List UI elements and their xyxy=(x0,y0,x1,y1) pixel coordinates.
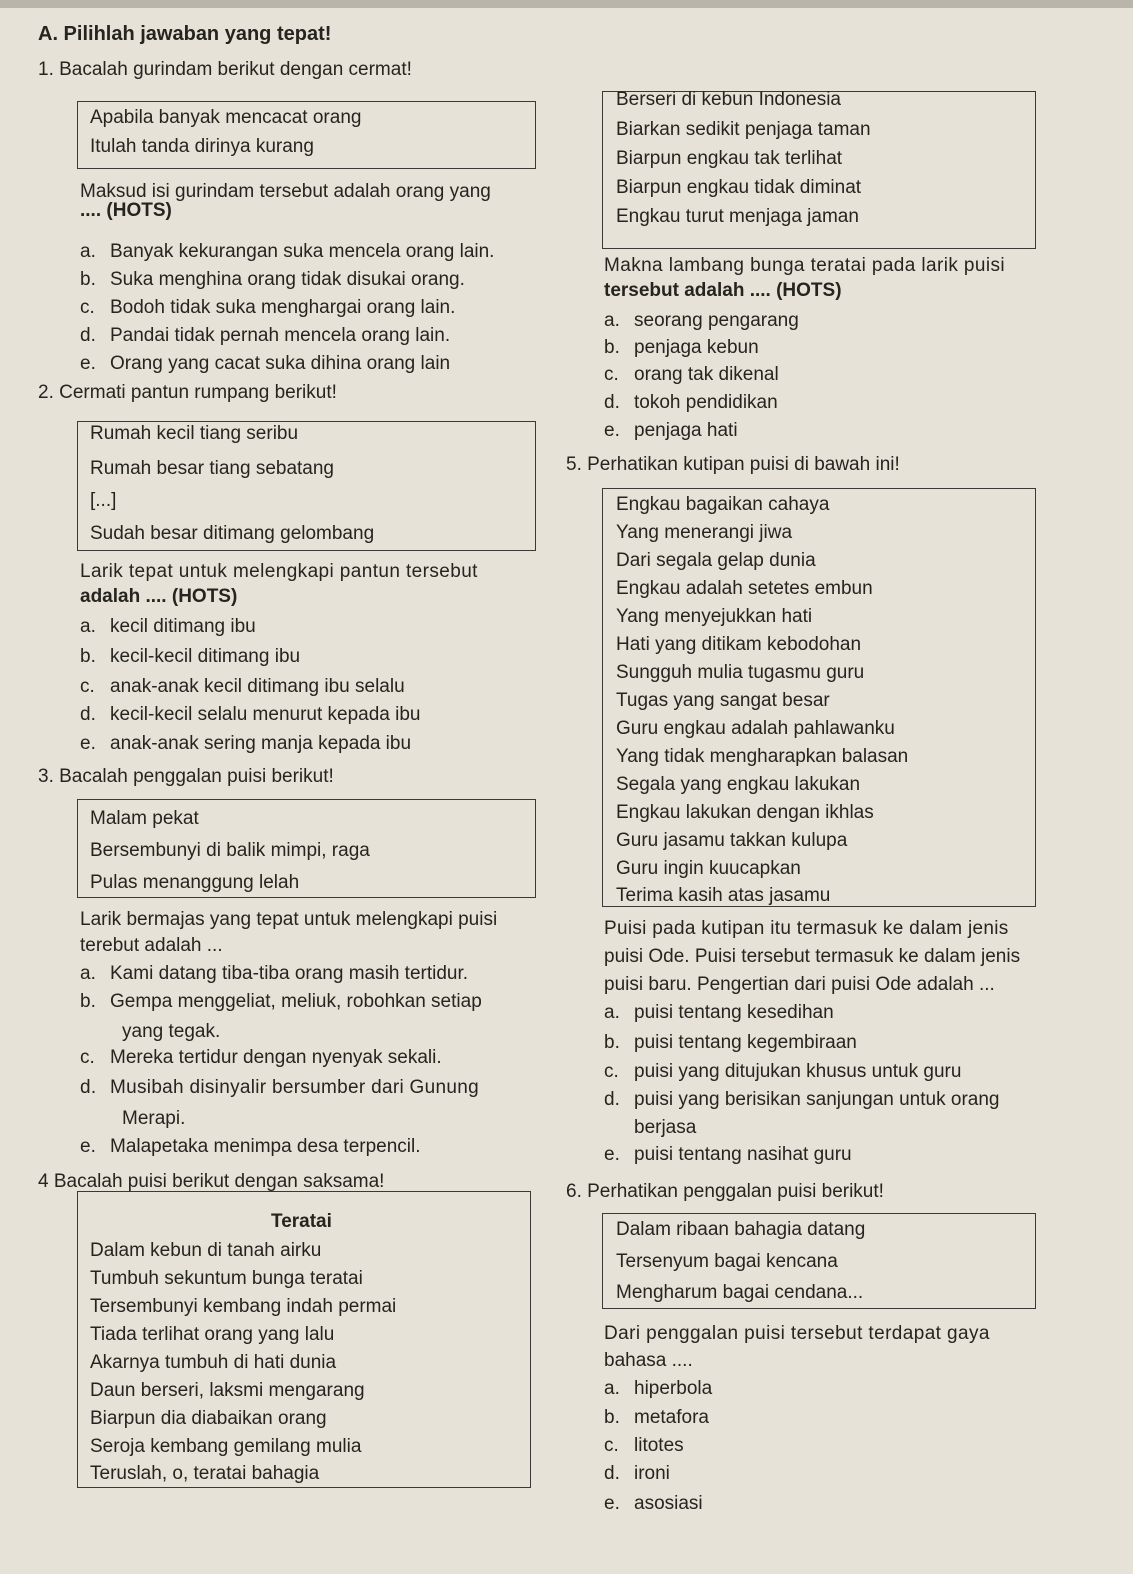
q3-option-e[interactable]: e. Malapetaka menimpa desa terpencil. xyxy=(80,1136,421,1157)
poem-line: Biarpun engkau tak terlihat xyxy=(616,148,843,169)
poem-line: Yang menerangi jiwa xyxy=(616,522,793,543)
poem-line: Dalam kebun di tanah airku xyxy=(90,1240,322,1261)
q6-option-a[interactable]: a. hiperbola xyxy=(604,1378,713,1399)
poem-line: Apabila banyak mencacat orang xyxy=(90,107,362,128)
q2-option-c[interactable]: c. anak-anak kecil ditimang ibu selalu xyxy=(80,676,405,697)
q4-option-b[interactable]: b. penjaga kebun xyxy=(604,337,759,358)
q4-option-c[interactable]: c. orang tak dikenal xyxy=(604,364,779,385)
q3-prompt: 3. Bacalah penggalan puisi berikut! xyxy=(38,766,334,787)
q4-option-d[interactable]: d. tokoh pendidikan xyxy=(604,392,778,413)
poem-line: Guru ingin kuucapkan xyxy=(616,858,801,879)
q3-option-b-cont: yang tegak. xyxy=(122,1021,221,1042)
q4-prompt: 4 Bacalah puisi berikut dengan saksama! xyxy=(38,1171,385,1192)
poem-line: Itulah tanda dirinya kurang xyxy=(90,136,314,157)
poem-line: Rumah kecil tiang seribu xyxy=(90,423,299,444)
poem-line: Akarnya tumbuh di hati dunia xyxy=(90,1352,337,1373)
q4-option-a[interactable]: a. seorang pengarang xyxy=(604,310,799,331)
q5-prompt: 5. Perhatikan kutipan puisi di bawah ini! xyxy=(566,454,900,475)
poem-line: Sudah besar ditimang gelombang xyxy=(90,523,375,544)
poem-line: Tugas yang sangat besar xyxy=(616,690,830,711)
q6-question-2: bahasa .... xyxy=(604,1350,693,1371)
poem-line: Mengharum bagai cendana... xyxy=(616,1282,864,1303)
q2-option-a[interactable]: a. kecil ditimang ibu xyxy=(80,616,256,637)
poem-line: Engkau lakukan dengan ikhlas xyxy=(616,802,874,823)
poem-line: Hati yang ditikam kebodohan xyxy=(616,634,862,655)
poem-line: Guru jasamu takkan kulupa xyxy=(616,830,848,851)
q1-option-a[interactable]: a. Banyak kekurangan suka mencela orang lain. xyxy=(80,241,495,262)
q4-question-hots: tersebut adalah .... (HOTS) xyxy=(604,280,842,301)
q6-option-d[interactable]: d. ironi xyxy=(604,1463,670,1484)
q5-option-d-cont: berjasa xyxy=(634,1117,697,1138)
poem-line: Berseri di kebun Indonesia xyxy=(616,89,841,110)
poem-line: Seroja kembang gemilang mulia xyxy=(90,1436,362,1457)
section-title: A. Pilihlah jawaban yang tepat! xyxy=(38,23,332,45)
q4-poem-cont-box xyxy=(602,91,1036,249)
poem-line: Engkau turut menjaga jaman xyxy=(616,206,859,227)
q5-option-a[interactable]: a. puisi tentang kesedihan xyxy=(604,1002,834,1023)
q1-option-d[interactable]: d. Pandai tidak pernah mencela orang lain. xyxy=(80,325,451,346)
poem-line: Segala yang engkau lakukan xyxy=(616,774,861,795)
poem-line: Yang tidak mengharapkan balasan xyxy=(616,746,909,767)
poem-line: Yang menyejukkan hati xyxy=(616,606,813,627)
q5-option-d[interactable]: d. puisi yang berisikan sanjungan untuk orang xyxy=(604,1089,1000,1110)
q2-question: Larik tepat untuk melengkapi pantun tersebut xyxy=(80,561,478,582)
poem-line: Tersembunyi kembang indah permai xyxy=(90,1296,397,1317)
q3-option-d[interactable]: d. Musibah disinyalir bersumber dari Gunung xyxy=(80,1077,479,1098)
q3-question: Larik bermajas yang tepat untuk melengkapi puisi xyxy=(80,909,498,930)
q6-poem-box xyxy=(602,1213,1036,1309)
poem-line: Terima kasih atas jasamu xyxy=(616,885,831,906)
q6-option-b[interactable]: b. metafora xyxy=(604,1407,709,1428)
poem-line: Sungguh mulia tugasmu guru xyxy=(616,662,865,683)
poem-line: Tiada terlihat orang yang lalu xyxy=(90,1324,335,1345)
q6-prompt: 6. Perhatikan penggalan puisi berikut! xyxy=(566,1181,884,1202)
poem-line: Pulas menanggung lelah xyxy=(90,872,300,893)
q4-question: Makna lambang bunga teratai pada larik puisi xyxy=(604,255,1006,276)
q2-option-d[interactable]: d. kecil-kecil selalu menurut kepada ibu xyxy=(80,704,421,725)
q5-question: Puisi pada kutipan itu termasuk ke dalam jenis xyxy=(604,918,1009,939)
q5-question-2: puisi Ode. Puisi tersebut termasuk ke dalam jenis xyxy=(604,946,1021,967)
q1-option-e[interactable]: e. Orang yang cacat suka dihina orang lain xyxy=(80,353,451,374)
poem-line: Tersenyum bagai kencana xyxy=(616,1251,838,1272)
q3-option-d-cont: Merapi. xyxy=(122,1108,186,1129)
q3-option-b[interactable]: b. Gempa menggeliat, meliuk, robohkan setiap xyxy=(80,991,482,1012)
poem-line: Daun berseri, laksmi mengarang xyxy=(90,1380,365,1401)
poem-line: [...] xyxy=(90,490,117,511)
poem-line: Bersembunyi di balik mimpi, raga xyxy=(90,840,370,861)
q5-poem-box xyxy=(602,488,1036,907)
poem-line: Biarkan sedikit penjaga taman xyxy=(616,119,871,140)
poem-line: Tumbuh sekuntum bunga teratai xyxy=(90,1268,363,1289)
q3-option-a[interactable]: a. Kami datang tiba-tiba orang masih tertidur. xyxy=(80,963,469,984)
poem-line: Malam pekat xyxy=(90,808,199,829)
q2-option-b[interactable]: b. kecil-kecil ditimang ibu xyxy=(80,646,301,667)
q4-poem-box xyxy=(77,1191,531,1488)
q5-option-c[interactable]: c. puisi yang ditujukan khusus untuk guru xyxy=(604,1061,962,1082)
q5-question-3: puisi baru. Pengertian dari puisi Ode adalah ... xyxy=(604,974,995,995)
poem-line: Teruslah, o, teratai bahagia xyxy=(90,1463,320,1484)
poem-line: Biarpun engkau tidak diminat xyxy=(616,177,862,198)
q5-option-b[interactable]: b. puisi tentang kegembiraan xyxy=(604,1032,857,1053)
q1-question-hots: .... (HOTS) xyxy=(80,200,172,221)
q2-prompt: 2. Cermati pantun rumpang berikut! xyxy=(38,382,337,403)
q1-poem-box xyxy=(77,101,536,169)
q1-prompt: 1. Bacalah gurindam berikut dengan cermat! xyxy=(38,59,412,80)
poem-line: Dalam ribaan bahagia datang xyxy=(616,1219,866,1240)
q1-option-c[interactable]: c. Bodoh tidak suka menghargai orang lain. xyxy=(80,297,456,318)
poem-title: Teratai xyxy=(271,1211,332,1232)
poem-line: Guru engkau adalah pahlawanku xyxy=(616,718,895,739)
q1-question: Maksud isi gurindam tersebut adalah orang yang xyxy=(80,181,491,202)
q6-option-c[interactable]: c. litotes xyxy=(604,1435,684,1456)
q2-option-e[interactable]: e. anak-anak sering manja kepada ibu xyxy=(80,733,412,754)
poem-line: Dari segala gelap dunia xyxy=(616,550,816,571)
q2-poem-box xyxy=(77,421,536,551)
poem-line: Rumah besar tiang sebatang xyxy=(90,458,334,479)
q4-option-e[interactable]: e. penjaga hati xyxy=(604,420,738,441)
q6-option-e[interactable]: e. asosiasi xyxy=(604,1493,703,1514)
poem-line: Engkau bagaikan cahaya xyxy=(616,494,830,515)
q5-option-e[interactable]: e. puisi tentang nasihat guru xyxy=(604,1144,852,1165)
poem-line: Biarpun dia diabaikan orang xyxy=(90,1408,327,1429)
q3-poem-box xyxy=(77,799,536,898)
q3-question-2: terebut adalah ... xyxy=(80,935,223,956)
q3-option-c[interactable]: c. Mereka tertidur dengan nyenyak sekali. xyxy=(80,1047,442,1068)
q1-option-b[interactable]: b. Suka menghina orang tidak disukai orang. xyxy=(80,269,465,290)
poem-line: Engkau adalah setetes embun xyxy=(616,578,873,599)
q2-question-hots: adalah .... (HOTS) xyxy=(80,586,238,607)
q6-question: Dari penggalan puisi tersebut terdapat gaya xyxy=(604,1323,990,1344)
